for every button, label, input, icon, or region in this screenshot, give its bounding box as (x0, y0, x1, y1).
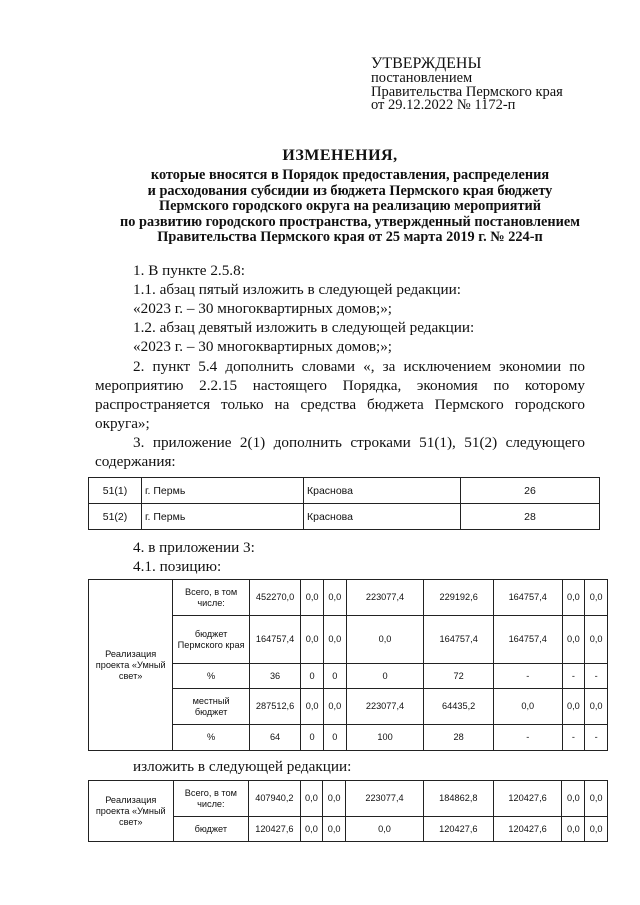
table-row (89, 478, 600, 504)
table-cell: 36 (249, 664, 300, 689)
table-cell: 72 (424, 664, 494, 689)
table-cell: 287512,6 (249, 689, 300, 725)
table-cell: 164757,4 (424, 616, 494, 664)
approval-title: УТВЕРЖДЕНЫ (371, 55, 482, 72)
table-cell: 120427,6 (249, 817, 300, 842)
subtitle-line: Правительства Пермского края от 25 марта 2019 г. № 224-п (157, 229, 543, 246)
table-cell: 51(2) (89, 504, 142, 530)
table-cell: 0,0 (585, 580, 608, 616)
table-row (89, 504, 600, 530)
table-cell: 0 (346, 664, 424, 689)
table-cell: 0,0 (323, 580, 346, 616)
table-cell: 0,0 (323, 616, 346, 664)
table-cell: 229192,6 (424, 580, 494, 616)
table-cell: местный бюджет (173, 689, 250, 725)
table-cell: 0,0 (493, 689, 562, 725)
paragraph-4: 4. в приложении 3: (133, 539, 255, 556)
table-cell: 164757,4 (249, 616, 300, 664)
table-cell: 28 (424, 725, 494, 751)
table-cell: 64 (249, 725, 300, 751)
table-cell: бюджет (173, 817, 249, 842)
table-cell: 184862,8 (423, 781, 493, 817)
table-cell: 0,0 (562, 580, 585, 616)
table-cell: 164757,4 (493, 580, 562, 616)
table-cell: 51(1) (89, 478, 142, 504)
table-cell: 0,0 (585, 689, 608, 725)
table-cell: 26 (461, 478, 600, 504)
table-cell: 223077,4 (346, 580, 424, 616)
table-cell: - (562, 725, 585, 751)
table-cell: бюджет Пермского края (173, 616, 250, 664)
paragraph-new-version: изложить в следующей редакции: (133, 758, 352, 775)
table-cell: - (562, 664, 585, 689)
project-label: Реализация проекта «Умный свет» (89, 580, 173, 751)
subtitle-line: и расходования субсидии из бюджета Пермского края бюджету (147, 182, 553, 199)
table-cell: 0,0 (585, 817, 608, 842)
table-cell: Краснова (304, 478, 461, 504)
table-cell: 0,0 (585, 781, 608, 817)
table-cell: 120427,6 (423, 817, 493, 842)
table-cell: 0,0 (323, 689, 346, 725)
table-cell: 223077,4 (346, 689, 424, 725)
table-row (89, 781, 608, 817)
table-cell: 0 (301, 725, 324, 751)
appendix-table (88, 477, 600, 530)
subtitle-line: которые вносятся в Порядок предоставления, распределения (150, 167, 550, 183)
paragraph-1-1-quote: «2023 г. – 30 многоквартирных домов;»; (133, 300, 393, 317)
paragraph-4-1: 4.1. позицию: (133, 558, 222, 575)
table-cell: - (585, 664, 608, 689)
table-cell: % (173, 664, 250, 689)
approval-line-1: постановлением (371, 70, 473, 86)
document-subtitle (60, 168, 640, 246)
table-cell: 223077,4 (346, 781, 424, 817)
table-row (89, 580, 608, 616)
table-cell: 0,0 (585, 616, 608, 664)
document-title: ИЗМЕНЕНИЯ, (282, 147, 398, 164)
subtitle-line: по развитию городского пространства, утвержденный постановлением (120, 213, 580, 230)
table-cell: 0,0 (301, 689, 324, 725)
table-cell: 407940,2 (249, 781, 300, 817)
table-cell: 28 (461, 504, 600, 530)
table-cell: 100 (346, 725, 424, 751)
table-cell: 0 (301, 664, 324, 689)
subtitle-line: Пермского городского округа на реализацию мероприятий (159, 198, 541, 215)
paragraph-1: 1. В пункте 2.5.8: (133, 262, 245, 279)
table-cell: 0,0 (323, 781, 346, 817)
table-cell: 0,0 (323, 817, 346, 842)
table-cell: 0 (323, 725, 346, 751)
paragraph-3: 3. приложение 2(1) дополнить строками 51(1), 51(2) следующего содержания: (95, 434, 585, 470)
table-cell: - (493, 664, 562, 689)
table-cell: Всего, в том числе: (173, 781, 249, 817)
table-cell: 120427,6 (493, 781, 562, 817)
paragraph-2: 2. пункт 5.4 дополнить словами «, за исключением экономии по мероприятию 2.2.15 настоящего Порядка, экономия по которому распространяется только на средства бюджета Пермского городского округа»; (95, 358, 585, 432)
table-cell: г. Пермь (142, 478, 304, 504)
table-cell: г. Пермь (142, 504, 304, 530)
table-cell: Всего, в том числе: (173, 580, 250, 616)
table-cell: 0,0 (301, 580, 324, 616)
table-cell: 64435,2 (424, 689, 494, 725)
table-cell: 120427,6 (493, 817, 562, 842)
table-cell: 0,0 (300, 781, 323, 817)
table-cell: 0,0 (346, 616, 424, 664)
position-table-old (88, 579, 608, 751)
table-cell: 0,0 (562, 817, 585, 842)
approval-line-2: Правительства Пермского края (371, 83, 563, 100)
table-cell: 0,0 (562, 689, 585, 725)
paragraph-1-1: 1.1. абзац пятый изложить в следующей редакции: (133, 281, 461, 298)
table-cell: 0,0 (346, 817, 424, 842)
table-cell: % (173, 725, 250, 751)
table-cell: 0,0 (301, 616, 324, 664)
project-label: Реализация проекта «Умный свет» (89, 781, 174, 842)
paragraph-1-2-quote: «2023 г. – 30 многоквартирных домов;»; (133, 338, 393, 355)
table-cell: 0,0 (562, 781, 585, 817)
table-cell: 0,0 (562, 616, 585, 664)
paragraph-1-2: 1.2. абзац девятый изложить в следующей редакции: (133, 319, 475, 336)
table-cell: - (493, 725, 562, 751)
position-table-new (88, 780, 608, 842)
table-cell: - (585, 725, 608, 751)
table-cell: 0,0 (300, 817, 323, 842)
table-cell: Краснова (304, 504, 461, 530)
table-cell: 452270,0 (249, 580, 300, 616)
table-cell: 164757,4 (493, 616, 562, 664)
approval-block (371, 56, 631, 113)
table-cell: 0 (323, 664, 346, 689)
approval-line-3: от 29.12.2022 № 1172-п (371, 97, 516, 113)
